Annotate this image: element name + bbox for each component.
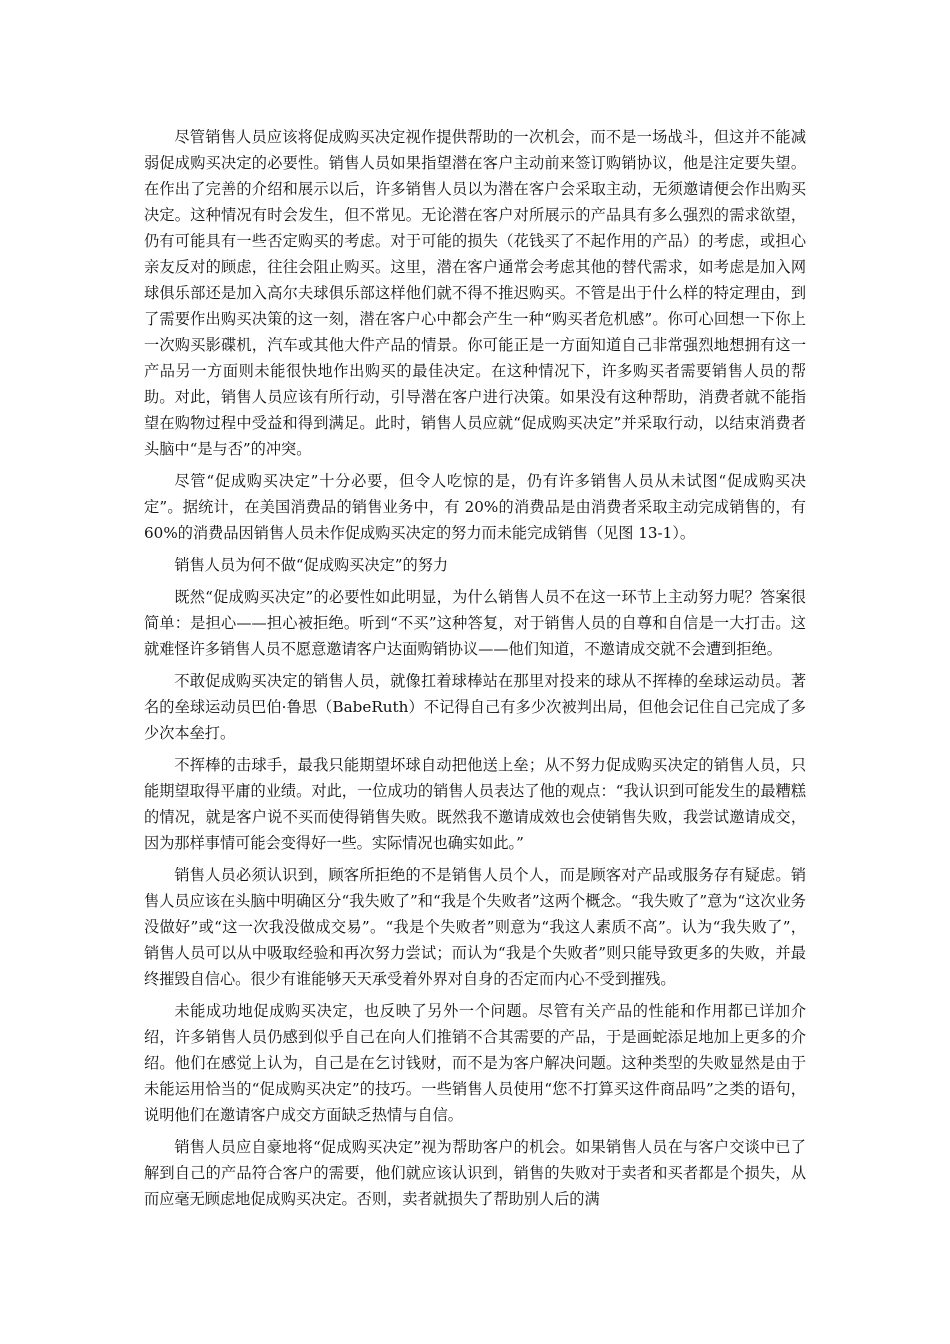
paragraph-3: 既然“促成购买决定”的必要性如此明显，为什么销售人员不在这一环节上主动努力呢？答案很简单：是担心——担心被拒绝。听到“不买”这种答复，对于销售人员的自尊和自信是一大打击。这就难怪许多销售人员不愿意邀请客户达面购销协议——他们知道，不邀请成交就不会遭到拒绝。: [144, 588, 806, 658]
paragraph-5: 不挥棒的击球手，最我只能期望坏球自动把他送上垒；从不努力促成购买决定的销售人员，只能期望取得平庸的业绩。对此，一位成功的销售人员表达了他的观点：“我认识到可能发生的最糟糕的情况，就是客户说不买而使得销售失败。既然我不邀请成效也会使销售失败，我尝试邀请成交，因为那样事情可能会变得好一些。实际情况也确实如此。”: [144, 756, 806, 852]
paragraph-6: 销售人员必须认识到，顾客所拒绝的不是销售人员个人，而是顾客对产品或服务存有疑虑。销售人员应该在头脑中明确区分“我失败了”和“我是个失败者”这两个概念。“我失败了”意为“这次业务没做好”或“这一次我没做成交易”。“我是个失败者”则意为“我这人素质不高”。认为“我失败了”，销售人员可以从中吸取经验和再次努力尝试；而认为“我是个失败者”则只能导致更多的失败，并最终摧毁自信心。很少有谁能够天天承受着外界对自身的否定而内心不受到摧残。: [144, 866, 806, 988]
body-text: [144, 124, 806, 1212]
section-heading: 销售人员为何不做“促成购买决定”的努力: [174, 556, 449, 574]
paragraph-2: 尽管“促成购买决定”十分必要，但令人吃惊的是，仍有许多销售人员从未试图“促成购买决定”。据统计，在美国消费品的销售业务中，有 20%的消费品是由消费者采取主动完成销售的，有 60%的消费品因销售人员未作促成购买决定的努力而未能完成销售（见图 13-1）。: [144, 472, 806, 542]
paragraph-4: 不敢促成购买决定的销售人员，就像扛着球棒站在那里对投来的球从不挥棒的垒球运动员。著名的垒球运动员巴伯·鲁思（BabeRuth）不记得自己有多少次被判出局，但他会记住自己完成了多少次本垒打。: [144, 672, 806, 742]
paragraph-1: 尽管销售人员应该将促成购买决定视作提供帮助的一次机会，而不是一场战斗，但这并不能减弱促成购买决定的必要性。销售人员如果指望潜在客户主动前来签订购销协议，他是注定要失望。在作出了完善的介绍和展示以后，许多销售人员以为潜在客户会采取主动，无须邀请便会作出购买决定。这种情况有时会发生，但不常见。无论潜在客户对所展示的产品具有多么强烈的需求欲望，仍有可能具有一些否定购买的考虑。对于可能的损失（花钱买了不起作用的产品）的考虑，或担心亲友反对的顾虑，往往会阻止购买。这里，潜在客户通常会考虑其他的替代需求，如考虑是加入网球俱乐部还是加入高尔夫球俱乐部这样他们就不得不推迟购买。不管是出于什么样的特定理由，到了需要作出购买决策的这一刻，潜在客户心中都会产生一种“购买者危机感”。你可心回想一下你上一次购买影碟机，汽车或其他大件产品的情景。你可能正是一方面知道自己非常强烈地想拥有这一产品另一方面则未能很快地作出购买的最佳决定。在这种情况下，许多购买者需要销售人员的帮助。对此，销售人员应该有所行动，引导潜在客户进行决策。如果没有这种帮助，消费者就不能指望在购物过程中受益和得到满足。此时，销售人员应就“促成购买决定”并采取行动，以结束消费者头脑中“是与否”的冲突。: [144, 128, 806, 458]
paragraph-8: 销售人员应自豪地将“促成购买决定”视为帮助客户的机会。如果销售人员在与客户交谈中已了解到自己的产品符合客户的需要，他们就应该认识到，销售的失败对于卖者和买者都是个损失，从而应毫无顾虑地促成购买决定。否则，卖者就损失了帮助别人后的满: [144, 1138, 806, 1208]
paragraph-7: 未能成功地促成购买决定，也反映了另外一个问题。尽管有关产品的性能和作用都已详加介绍，许多销售人员仍感到似乎自己在向人们推销不合其需要的产品，于是画蛇添足地加上更多的介绍。他们在感觉上认为，自己是在乞讨钱财，而不是为客户解决问题。这种类型的失败显然是由于未能运用恰当的“促成购买决定”的技巧。一些销售人员使用“您不打算买这件商品吗”之类的语句，说明他们在邀请客户成交方面缺乏热情与自信。: [144, 1002, 806, 1124]
